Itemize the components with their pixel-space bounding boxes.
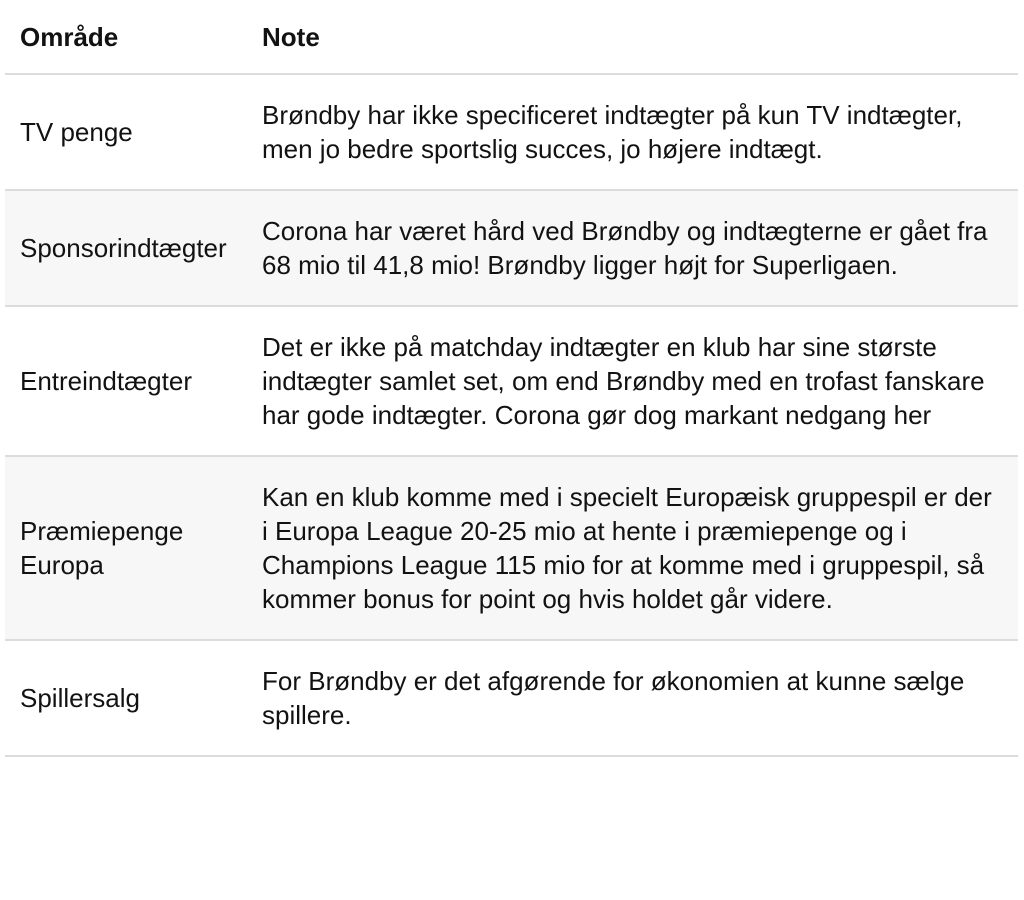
table-row (5, 190, 1018, 306)
area-cell: TV penge (20, 117, 133, 147)
area-cell: Entreindtægter (20, 366, 192, 396)
note-cell: Brøndby har ikke specificeret indtægter på kun TV indtægter, men jo bedre sportslig succes, jo højere indtægt. (262, 100, 963, 164)
note-cell: Corona har været hård ved Brøndby og indtægterne er gået fra 68 mio til 41,8 mio! Brøndby ligger højt for Superligaen. (262, 216, 988, 280)
column-header-omrade: Område (5, 0, 262, 74)
area-cell: Spillersalg (20, 683, 140, 713)
column-header-note: Note (262, 0, 1018, 74)
table-row (5, 306, 1018, 456)
table-body (5, 74, 1018, 756)
table-row (5, 456, 1018, 640)
note-cell: Kan en klub komme med i specielt Europæisk gruppespil er der i Europa League 20-25 mio at hente i præmiepenge og i Champions League 115 mio for at komme med i gruppespil, så kommer bonus for point og hvis holdet går videre. (262, 482, 992, 614)
note-cell: For Brøndby er det afgørende for økonomien at kunne sælge spillere. (262, 666, 965, 730)
header-row (5, 0, 1018, 74)
note-cell: Det er ikke på matchday indtægter en klub har sine største indtægter samlet set, om end Brøndby med en trofast fanskare har gode indtægter. Corona gør dog markant nedgang her (262, 332, 985, 430)
revenue-notes-table (5, 0, 1018, 757)
area-cell: Præmiepenge Europa (20, 516, 184, 580)
table-row (5, 74, 1018, 190)
table-header (5, 0, 1018, 74)
area-cell: Sponsorindtægter (20, 233, 227, 263)
table-row (5, 640, 1018, 756)
